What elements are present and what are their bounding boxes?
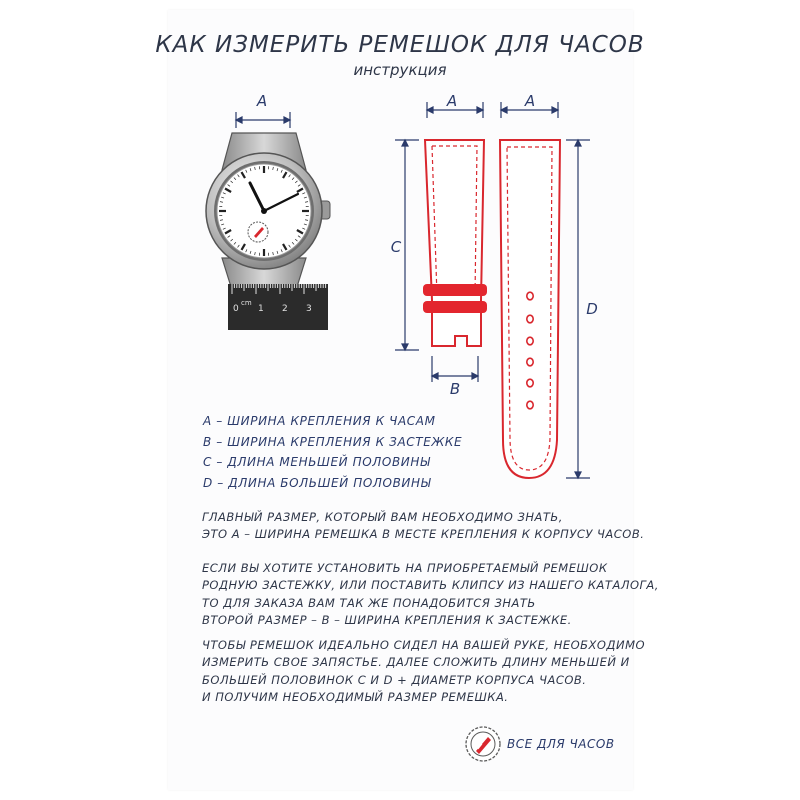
label-a-long: A: [524, 92, 536, 110]
label-d: D: [586, 300, 598, 318]
ruler-illustration: [228, 284, 328, 330]
dimension-legend: [203, 414, 462, 496]
strap-hole: [527, 401, 533, 409]
label-c: C: [390, 238, 402, 256]
ruler-tick-label-0: 0: [233, 304, 239, 314]
strap-hole: [527, 292, 533, 300]
page-title: КАК ИЗМЕРИТЬ РЕМЕШОК ДЛЯ ЧАСОВ: [155, 32, 645, 58]
strap-keeper-2: [423, 301, 487, 313]
ruler-unit-label: cm: [241, 299, 252, 307]
paragraph-line: И ПОЛУЧИМ НЕОБХОДИМЫЙ РАЗМЕР РЕМЕШКА.: [202, 690, 509, 705]
label-a-short: A: [446, 92, 458, 110]
paragraph-line: ЕСЛИ ВЫ ХОТИТЕ УСТАНОВИТЬ НА ПРИОБРЕТАЕМЫЙ РЕМЕШОК: [202, 561, 608, 575]
strap-keeper-1: [423, 284, 487, 296]
legend-item-b: B – ШИРИНА КРЕПЛЕНИЯ К ЗАСТЕЖКЕ: [203, 434, 463, 449]
dial-logo-icon: [248, 222, 268, 242]
page-subtitle: инструкция: [353, 61, 447, 79]
watch-illustration: [206, 92, 330, 330]
label-b: B: [449, 380, 461, 398]
dimension-a-watch: [236, 112, 290, 128]
strap-hole: [527, 337, 533, 345]
ruler-tick-label-2: 2: [282, 304, 288, 314]
brand-name: ВСЕ ДЛЯ ЧАСОВ: [507, 737, 615, 751]
paragraph-line: ТО ДЛЯ ЗАКАЗА ВАМ ТАК ЖЕ ПОНАДОБИТСЯ ЗНАТЬ: [202, 595, 536, 610]
paragraph-clasp-size: [202, 560, 659, 630]
strap-long-half: [500, 92, 598, 478]
paragraph-line: ИЗМЕРИТЬ СВОЕ ЗАПЯСТЬЕ. ДАЛЕЕ СЛОЖИТЬ ДЛИНУ МЕНЬШЕЙ И: [202, 655, 630, 670]
paragraph-line: РОДНУЮ ЗАСТЕЖКУ, ИЛИ ПОСТАВИТЬ КЛИПСУ ИЗ НАШЕГО КАТАЛОГА,: [202, 578, 659, 593]
legend-item-a: A – ШИРИНА КРЕПЛЕНИЯ К ЧАСАМ: [203, 414, 436, 428]
legend-item-d: D – ДЛИНА БОЛЬШЕЙ ПОЛОВИНЫ: [203, 475, 432, 490]
paragraph-wrist-size: [202, 637, 645, 707]
strap-hole: [527, 379, 533, 387]
label-a-watch: A: [256, 92, 268, 110]
legend-item-c: C – ДЛИНА МЕНЬШЕЙ ПОЛОВИНЫ: [203, 455, 431, 469]
strap-hole: [527, 358, 533, 366]
paragraph-line: ЧТОБЫ РЕМЕШОК ИДЕАЛЬНО СИДЕЛ НА ВАШЕЙ РУКЕ, НЕОБХОДИМО: [202, 638, 646, 652]
paragraph-line: ЭТО А – ШИРИНА РЕМЕШКА В МЕСТЕ КРЕПЛЕНИЯ К КОРПУСУ ЧАСОВ.: [202, 527, 645, 542]
paragraph-line: БОЛЬШЕЙ ПОЛОВИНОК С И D + ДИАМЕТР КОРПУСА ЧАСОВ.: [202, 672, 587, 687]
ruler-tick-label-3: 3: [306, 304, 312, 314]
strap-hole: [527, 315, 533, 323]
paragraph-line: ВТОРОЙ РАЗМЕР – В – ШИРИНА КРЕПЛЕНИЯ К ЗАСТЕЖКЕ.: [202, 613, 572, 628]
strap-short-half: [391, 92, 487, 398]
dimension-b: [432, 356, 478, 382]
brand-logo-icon: [466, 727, 500, 761]
ruler-tick-label-1: 1: [258, 304, 264, 314]
paragraph-line: ГЛАВНЫЙ РАЗМЕР, КОТОРЫЙ ВАМ НЕОБХОДИМО ЗНАТЬ,: [202, 510, 563, 524]
paragraph-main-size: [202, 509, 644, 544]
